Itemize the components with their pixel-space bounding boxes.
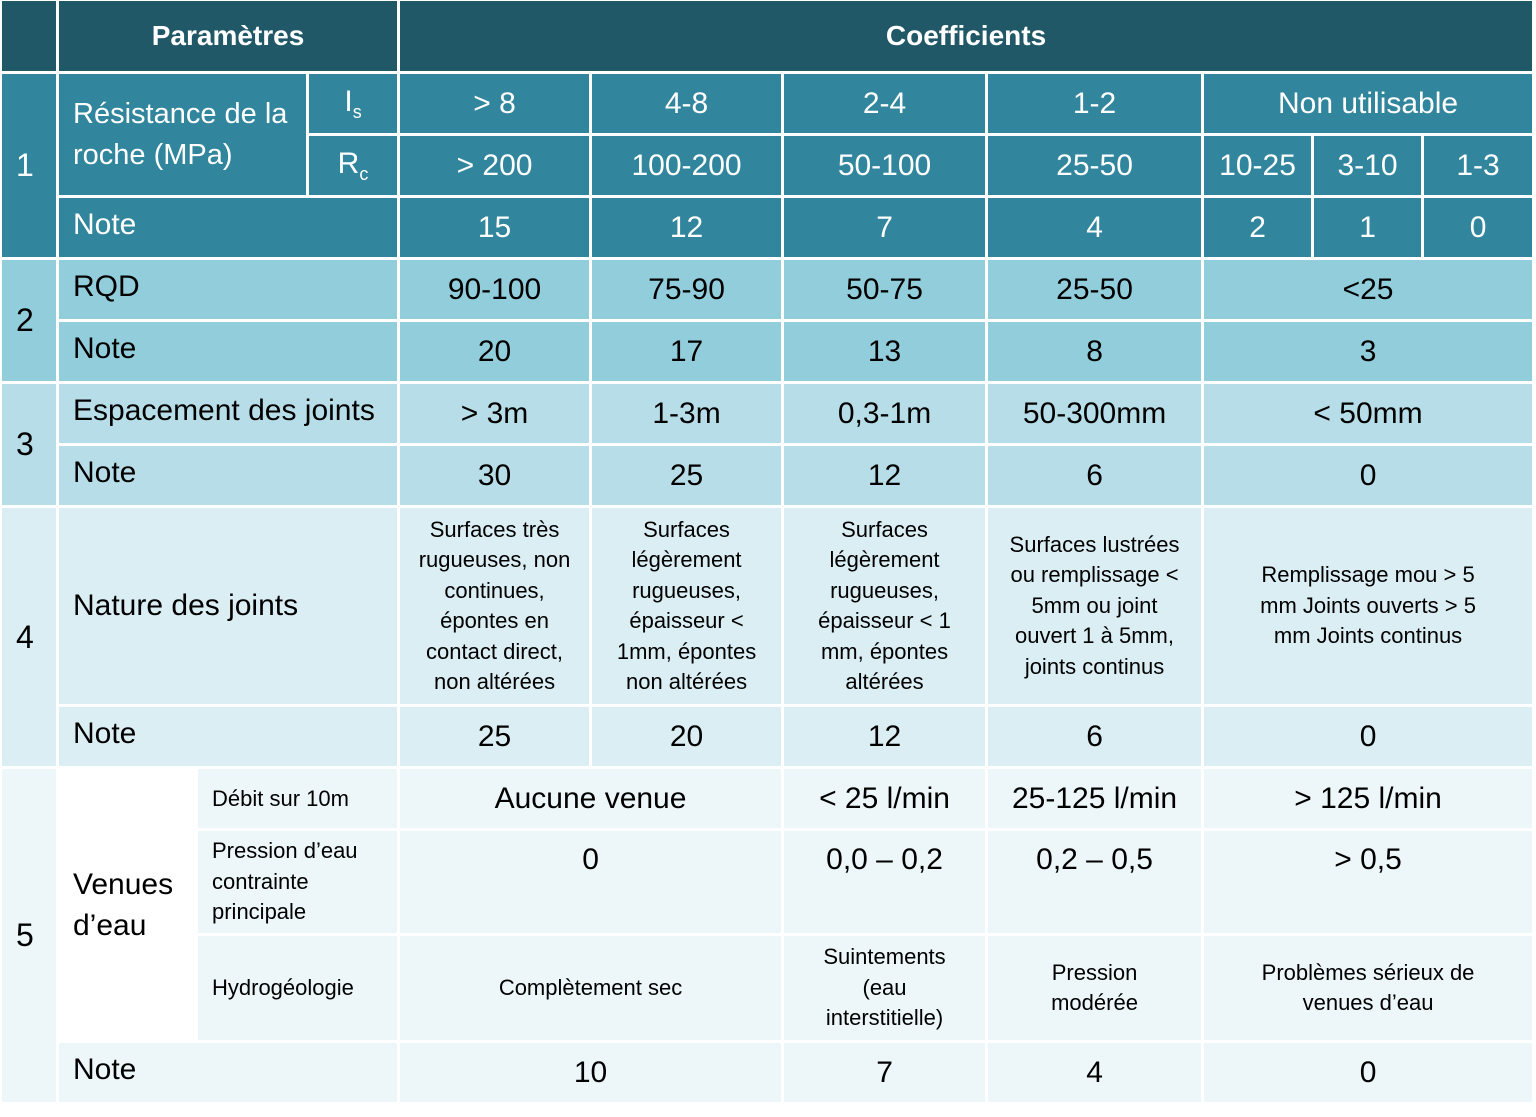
row1-note-label: Note [59,198,400,260]
row-number-2: 2 [2,260,59,384]
row2-note-value: 13 [784,322,988,384]
row5-pression-value: 0,2 – 0,5 [988,831,1204,936]
row5-note [2,1043,1532,1105]
row5-debit-value: Aucune venue [400,769,784,831]
row5-hydro-value: Problèmes sérieux de venues d’eau [1204,936,1532,1043]
row-number-3: 3 [2,384,59,508]
row4-value: Surfaces lustrées ou remplissage < 5mm ou joint ouvert 1 à 5mm, joints continus [988,508,1204,707]
row2-value: 90-100 [400,260,592,322]
row3-label: Espacement des joints [59,384,400,446]
row4-value: Surfaces légèrement rugueuses, épaisseur < 1mm, épontes non altérées [592,508,784,707]
row1-note-value: 2 [1204,198,1314,260]
row1-note-value: 12 [592,198,784,260]
row2-note [2,322,1532,384]
row1-rc-value: > 200 [400,136,592,198]
header-params: Paramètres [59,1,400,74]
row4-note-value: 6 [988,707,1204,769]
row5-hydro-label: Hydrogéologie [198,936,400,1043]
row2-note-value: 17 [592,322,784,384]
row3-note [2,446,1532,508]
row2-value: <25 [1204,260,1532,322]
row1-rc-value: 10-25 [1204,136,1314,198]
row2-note-value: 8 [988,322,1204,384]
rc-symbol: R [337,146,360,180]
row5-label: Venues d’eau [59,769,198,1043]
row3-value: < 50mm [1204,384,1532,446]
row5-hydro [2,936,1532,1043]
row4-value: Remplissage mou > 5 mm Joints ouverts > 5 mm Joints continus [1204,508,1532,707]
row4-note-value: 12 [784,707,988,769]
row5-pression [2,831,1532,936]
row1-is-value: 2-4 [784,74,988,136]
row5-debit-value: 25-125 l/min [988,769,1204,831]
row5-debit-label: Débit sur 10m [198,769,400,831]
row2-value: 75-90 [592,260,784,322]
row2-value: 25-50 [988,260,1204,322]
row-number-4: 4 [2,508,59,769]
row3-note-value: 12 [784,446,988,508]
row1-note [2,198,1532,260]
row4-note-value: 0 [1204,707,1532,769]
row4-note [2,707,1532,769]
row5-note-value: 10 [400,1043,784,1105]
row4-value: Surfaces légèrement rugueuses, épaisseur < 1 mm, épontes altérées [784,508,988,707]
is-subscript: s [352,101,362,122]
row3-note-value: 25 [592,446,784,508]
row2-label: RQD [59,260,400,322]
header-empty-cell [2,1,59,74]
row-number-1: 1 [2,74,59,260]
row1-note-value: 0 [1424,198,1532,260]
row4-note-value: 20 [592,707,784,769]
row3-value: 50-300mm [988,384,1204,446]
row1-rc-param [309,136,400,198]
row5-debit-value: < 25 l/min [784,769,988,831]
row5-pression-value: 0 [400,831,784,936]
header-row [2,1,1532,74]
row5-hydro-value: Suintements (eau interstitielle) [784,936,988,1043]
row2-note-value: 20 [400,322,592,384]
row5-hydro-value: Pression modérée [988,936,1204,1043]
row3-note-label: Note [59,446,400,508]
row1-label: Résistance de la roche (MPa) [59,74,309,198]
row5-pression-value: 0,0 – 0,2 [784,831,988,936]
row1-is-value: 4-8 [592,74,784,136]
row5-pression-label: Pression d’eau contrainte principale [198,831,400,936]
row5-pression-value: > 0,5 [1204,831,1532,936]
row4-values [2,508,1532,707]
row1-note-value: 1 [1314,198,1424,260]
row4-note-value: 25 [400,707,592,769]
row1-rc-value: 3-10 [1314,136,1424,198]
row2-value: 50-75 [784,260,988,322]
row1-is [2,74,1532,136]
row1-rc-value: 1-3 [1424,136,1532,198]
row1-rc-value: 50-100 [784,136,988,198]
row3-value: 0,3-1m [784,384,988,446]
row4-value: Surfaces très rugueuses, non continues, épontes en contact direct, non altérées [400,508,592,707]
row5-note-value: 7 [784,1043,988,1105]
row2-note-value: 3 [1204,322,1532,384]
row5-note-value: 4 [988,1043,1204,1105]
row3-note-value: 6 [988,446,1204,508]
row2-values [2,260,1532,322]
row1-is-value: Non utilisable [1204,74,1532,136]
row5-note-value: 0 [1204,1043,1532,1105]
row-number-5: 5 [2,769,59,1105]
row1-rc-value: 25-50 [988,136,1204,198]
row1-note-value: 15 [400,198,592,260]
header-coefs: Coefficients [400,1,1532,74]
is-symbol: I [344,84,353,118]
row1-rc-value: 100-200 [592,136,784,198]
row2-note-label: Note [59,322,400,384]
row3-values [2,384,1532,446]
row3-value: > 3m [400,384,592,446]
row4-label: Nature des joints [59,508,400,707]
row5-note-label: Note [59,1043,400,1105]
rc-subscript: c [359,163,369,184]
row4-note-label: Note [59,707,400,769]
row1-is-value: 1-2 [988,74,1204,136]
row1-note-value: 7 [784,198,988,260]
row5-hydro-value: Complètement sec [400,936,784,1043]
row3-note-value: 0 [1204,446,1532,508]
row3-note-value: 30 [400,446,592,508]
row5-debit-value: > 125 l/min [1204,769,1532,831]
row1-is-param [309,74,400,136]
row1-is-value: > 8 [400,74,592,136]
row1-note-value: 4 [988,198,1204,260]
row3-value: 1-3m [592,384,784,446]
rmr-table [2,1,1532,1105]
row5-debit [2,769,1532,831]
